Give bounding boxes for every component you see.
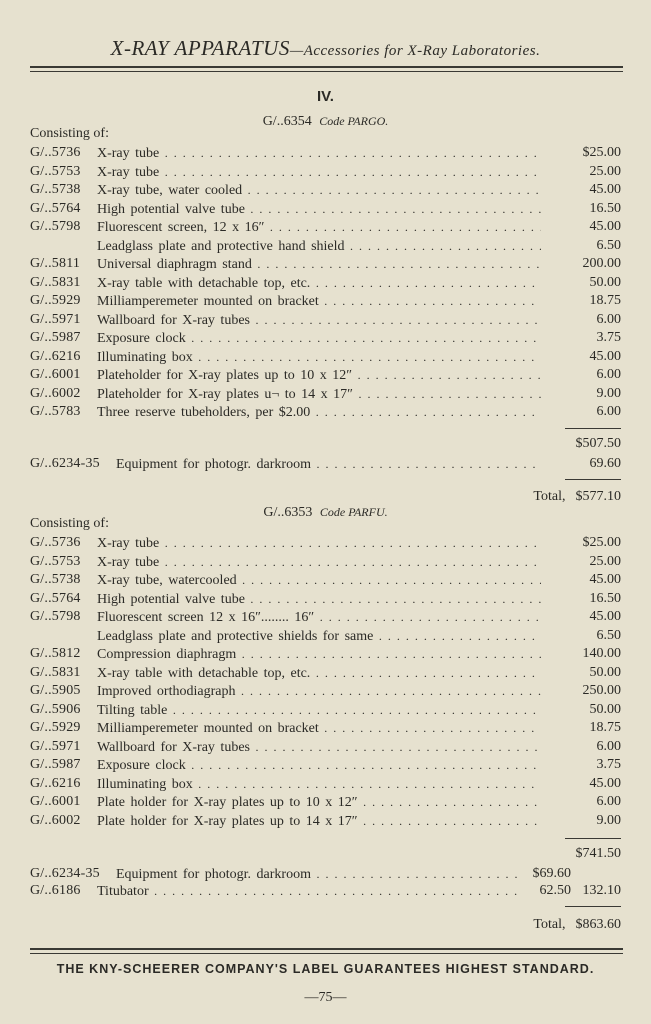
list-item [30,664,621,682]
total-label: Total, [533,917,566,932]
item-desc: Leadglass plate and protective shields for same . . . [97,627,541,646]
item-price: 25.00 [589,163,621,179]
outfit2-total [533,917,621,933]
list-item [30,329,621,347]
item-code: G/..5929 [30,720,81,735]
item-desc: Universal diaphragm stand . . . [97,255,541,274]
list-item [30,366,621,384]
item-desc: Compression diaphragm . . . [97,645,541,664]
outfit1-total [533,489,621,505]
outfit2-darkroom-row [30,865,621,883]
outfit1-total-rule [565,479,621,480]
list-item [30,793,621,811]
item-desc: Exposure clock . . . [97,329,541,348]
outfit2-total-rule [565,906,621,907]
item-price: $69.60 [532,866,571,881]
item-code: G/..6001 [30,794,81,809]
item-code: G/..5905 [30,683,81,698]
item-desc: High potential valve tube . . . [97,200,541,219]
item-code: G/..6002 [30,385,81,401]
outfit1-sum-rule [565,428,621,429]
item-price: 16.50 [589,590,621,606]
item-price: 250.00 [582,683,621,698]
outfit2-sum-rule [565,838,621,839]
list-item [30,274,621,292]
item-desc: Illuminating box . . . [97,348,541,367]
item-price: 6.00 [596,367,621,382]
item-code: G/..5971 [30,738,81,754]
item-desc: Equipment for photogr. darkroom . . . [116,455,541,474]
list-item [30,200,621,218]
item-desc: Leadglass plate and protective hand shield . . . [97,237,541,256]
list-item [30,682,621,700]
item-price: 6.00 [596,311,621,327]
item-code: G/..6002 [30,812,81,828]
list-item [30,756,621,774]
list-item [30,255,621,273]
header-rule-thin [30,71,623,72]
item-desc: X-ray tube . . . [97,163,541,182]
item-price: 45.00 [589,182,621,197]
item-price: 62.50 [539,883,571,898]
item-price: 45.00 [589,775,621,791]
item-sum: 132.10 [582,883,621,898]
item-desc: Three reserve tubeholders, per $2.00 . . . [97,403,541,422]
item-code: G/..6216 [30,348,81,364]
list-item [30,590,621,608]
item-price: 25.00 [589,553,621,569]
item-desc: Milliamperemeter mounted on bracket . . . [97,292,541,311]
total-value: $863.60 [575,917,621,932]
list-item [30,775,621,793]
list-item [30,144,621,162]
item-desc: Plate holder for X-ray plates up to 10 x 12″ . . . [97,793,541,812]
item-code: G/..5798 [30,609,81,624]
item-code: G/..5736 [30,145,81,160]
item-desc: Wallboard for X-ray tubes . . . [97,738,541,757]
item-desc: Plateholder for X-ray plates u¬ to 14 x 17″ . . . [97,385,541,404]
list-item [30,348,621,366]
item-price: 50.00 [589,274,621,290]
item-desc: Milliamperemeter mounted on bracket . . . [97,719,541,738]
item-price: 45.00 [589,572,621,587]
item-code: G/..5987 [30,330,81,345]
header-title: X-RAY APPARATUS [110,36,290,60]
item-code: G/..6234-35 [30,866,100,881]
item-code: G/..5831 [30,664,81,680]
list-item [30,163,621,181]
list-item [30,553,621,571]
outfit1-consisting: Consisting of: [30,126,109,141]
item-price: 69.60 [589,456,621,471]
item-code: G/..5929 [30,293,81,308]
item-price: 200.00 [582,256,621,271]
outfit1-code-word: Code PARGO. [319,114,389,128]
footer-slogan: THE KNY-SCHEERER COMPANY'S LABEL GUARANTEES HIGHEST STANDARD. [56,962,595,976]
item-price: 6.50 [596,237,621,253]
outfit2-code-word: Code PARFU. [319,505,388,519]
page-number: —75— [304,990,347,1005]
item-desc: Plateholder for X-ray plates up to 10 x 12″ . . . [97,366,541,385]
list-item [30,701,621,719]
outfit1-subtotal: $507.50 [575,436,621,451]
item-price: 6.00 [596,404,621,419]
item-code: G/..5753 [30,553,81,569]
outfit1-darkroom-row [30,455,621,473]
list-item [30,237,621,255]
item-code: G/..6186 [30,883,81,898]
list-item [30,608,621,626]
item-price: $25.00 [582,145,621,160]
item-code: G/..5831 [30,274,81,290]
item-price: 18.75 [589,720,621,735]
item-price: 140.00 [582,646,621,661]
list-item [30,385,621,403]
item-price: 50.00 [589,664,621,680]
outfit2-subtotal: $741.50 [575,846,621,861]
item-desc: X-ray tube, water cooled . . . [97,181,541,200]
footer-rule-thin [30,953,623,954]
item-desc: Fluorescent screen 12 x 16″........ 16″ . . . [97,608,541,627]
list-item [30,627,621,645]
item-desc: X-ray tube . . . [97,553,541,572]
outfit2-titubator-row [30,882,621,900]
item-desc: Exposure clock . . . [97,756,541,775]
item-price: $25.00 [582,535,621,550]
item-price: 6.50 [596,627,621,643]
item-desc: Tilting table . . . [97,701,541,720]
list-item [30,645,621,663]
list-item [30,719,621,737]
list-item [30,311,621,329]
header-subtitle: —Accessories for X-Ray Laboratories. [289,43,541,59]
item-price: 16.50 [589,200,621,216]
item-code: G/..5987 [30,757,81,772]
item-desc: X-ray tube . . . [97,144,541,163]
item-code: G/..5783 [30,404,81,419]
list-item [30,571,621,589]
list-item [30,292,621,310]
list-item [30,738,621,756]
item-code: G/..6216 [30,775,81,791]
item-desc: X-ray table with detachable top, etc. . . . [97,274,541,293]
item-desc: Equipment for photogr. darkroom . . . [116,865,521,884]
item-price: 50.00 [589,701,621,717]
item-desc: Plate holder for X-ray plates up to 14 x 17″ . . . [97,812,541,831]
item-code: G/..5971 [30,311,81,327]
total-label: Total, [533,489,566,504]
item-code: G/..5811 [30,256,81,271]
list-item [30,181,621,199]
section-number: IV. [317,88,334,105]
item-code: G/..5764 [30,590,81,606]
footer-rule [30,948,623,950]
item-desc: High potential valve tube . . . [97,590,541,609]
list-item [30,812,621,830]
outfit2-consisting: Consisting of: [30,516,109,531]
list-item [30,218,621,236]
item-price: 45.00 [589,348,621,364]
item-price: 3.75 [596,757,621,772]
list-item [30,534,621,552]
item-code: G/..5753 [30,163,81,179]
item-price: 9.00 [596,385,621,401]
item-code: G/..6001 [30,367,81,382]
item-desc: Improved orthodiagraph . . . [97,682,541,701]
item-desc: X-ray tube, watercooled . . . [97,571,541,590]
item-price: 6.00 [596,794,621,809]
total-value: $577.10 [575,489,621,504]
item-price: 3.75 [596,330,621,345]
item-price: 45.00 [589,219,621,234]
page-header [0,36,651,61]
header-rule [30,66,623,68]
item-desc: Titubator . . . [97,882,521,901]
item-code: G/..5906 [30,701,81,717]
item-code: G/..5812 [30,646,81,661]
item-price: 18.75 [589,293,621,308]
outfit2-code: G/..6353 [263,505,313,520]
item-price: 45.00 [589,609,621,624]
outfit1-code: G/..6354 [262,114,312,129]
item-code: G/..5798 [30,219,81,234]
item-desc: Fluorescent screen, 12 x 16″ . . . [97,218,541,237]
item-code: G/..5738 [30,182,81,197]
list-item [30,403,621,421]
item-desc: Illuminating box . . . [97,775,541,794]
item-code: G/..6234-35 [30,456,100,471]
item-desc: X-ray tube . . . [97,534,541,553]
item-price: 6.00 [596,738,621,754]
item-price: 9.00 [596,812,621,828]
item-code: G/..5736 [30,535,81,550]
item-code: G/..5738 [30,572,81,587]
item-desc: X-ray table with detachable top, etc. . . . [97,664,541,683]
item-desc: Wallboard for X-ray tubes . . . [97,311,541,330]
item-code: G/..5764 [30,200,81,216]
